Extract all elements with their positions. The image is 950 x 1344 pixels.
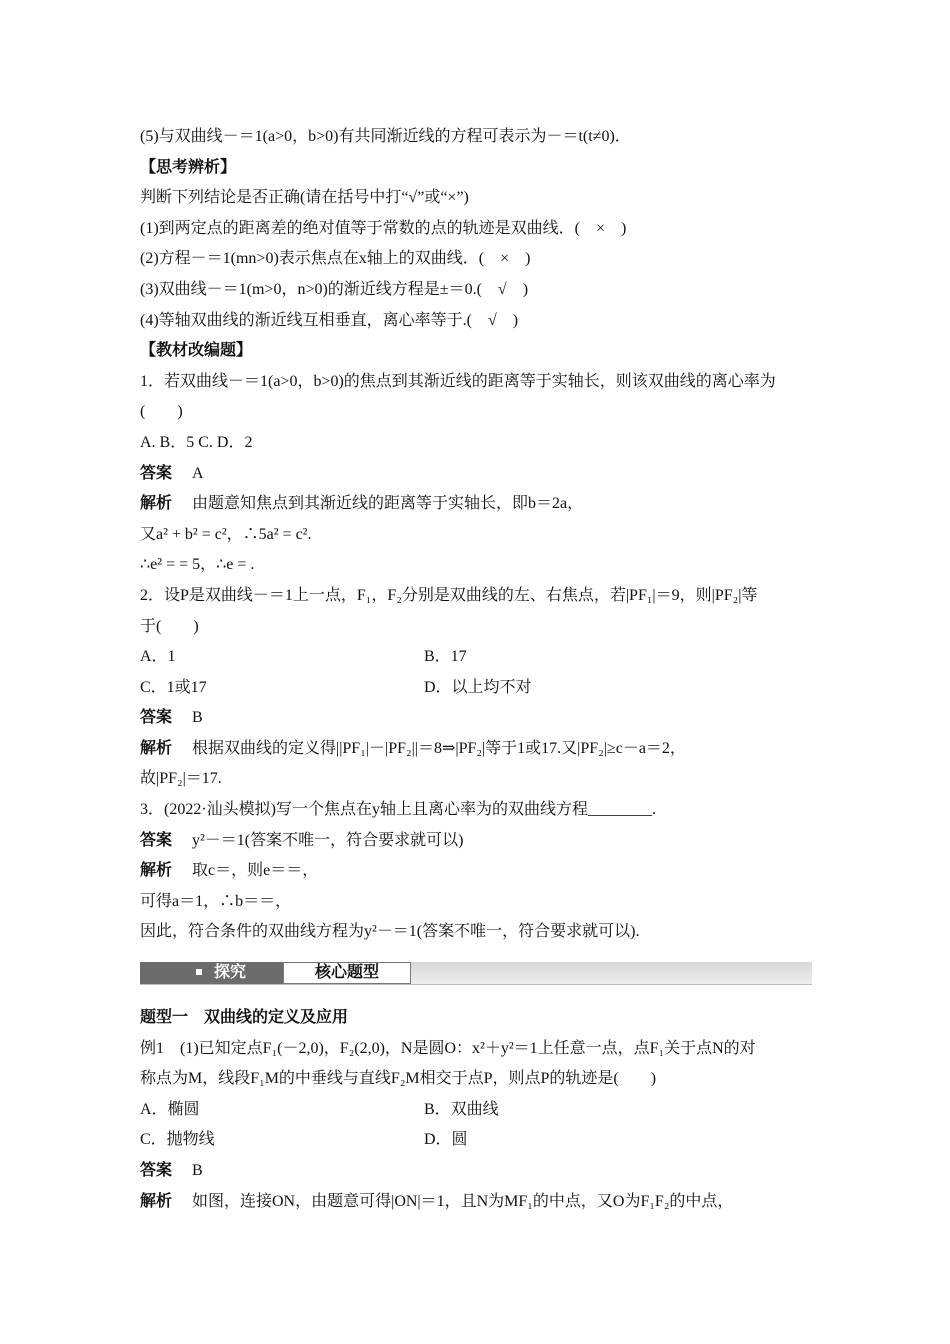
analysis-text: 取c＝，则e＝＝， [192, 862, 319, 880]
answer-line [140, 703, 812, 734]
text-line: (3)双曲线－＝1(m>0，n>0)的渐近线方程是±＝0.( √ ) [140, 280, 529, 298]
question-stem: 称点为M，线段F₁M的中垂线与直线F₂M相交于点P，则点P的轨迹是( ) [140, 1070, 657, 1088]
text-line: ( ) [140, 403, 183, 421]
text-line: (5)与双曲线－＝1(a>0，b>0)有共同渐近线的方程可表示为－＝t(t≠0)． [140, 128, 631, 145]
text-line: (4)等轴双曲线的渐近线互相垂直，离心率等于.( √ ) [140, 311, 519, 329]
banner-light-label: 核心题型 [283, 962, 411, 984]
question-stem: 2．设P是双曲线－＝1上一点，F₁，F₂分别是双曲线的左、右焦点，若|PF₁|＝9，则|PF₂|等 [140, 586, 758, 604]
analysis-text: 如图，连接ON，由题意可得|ON|＝1，且N为MF₁的中点，又O为F₁F₂的中点， [192, 1192, 734, 1210]
answer-line [140, 459, 812, 490]
options-row [140, 1095, 812, 1126]
question-stem: 于( ) [140, 617, 199, 635]
text-line: ∴e² = = 5，∴e = . [140, 556, 255, 574]
option-d: D．圆 [424, 1131, 468, 1149]
square-bullet-icon [196, 969, 202, 975]
section-heading: 【思考辨析】 [140, 158, 237, 176]
options-row [140, 1125, 812, 1156]
text-line: 1．若双曲线－＝1(a>0，b>0)的焦点到其渐近线的距离等于实轴长，则该双曲线的离心率为 [140, 372, 776, 390]
question-stem: 3．(2022·汕头模拟)写一个焦点在y轴上且离心率为的双曲线方程________. [140, 801, 656, 819]
analysis-line [140, 489, 812, 520]
option-c: C．1或17 [140, 678, 207, 696]
option-c: C．抛物线 [140, 1131, 215, 1149]
options-row [140, 673, 812, 704]
banner-dark-label: 探究 [214, 964, 247, 982]
analysis-label: 解析 [140, 1192, 173, 1210]
answer-line [140, 826, 812, 857]
answer-label: 答案 [140, 831, 173, 849]
answer-value: B [192, 709, 203, 727]
section-heading: 【教材改编题】 [140, 342, 253, 360]
text-line: 故|PF₂|＝17. [140, 770, 222, 788]
answer-label: 答案 [140, 464, 173, 482]
analysis-line [140, 856, 812, 887]
answer-value: B [192, 1162, 203, 1179]
option-b: B．17 [424, 648, 467, 666]
text-line: 可得a＝1，∴b＝＝， [140, 892, 292, 910]
text-line: 因此，符合条件的双曲线方程为y²－＝1(答案不唯一，符合要求就可以). [140, 923, 640, 941]
text-line: (1)到两定点的距离差的绝对值等于常数的点的轨迹是双曲线．( × ) [140, 219, 627, 237]
option-d: D．以上均不对 [424, 678, 532, 696]
answer-value: y²－＝1(答案不唯一，符合要求就可以) [192, 831, 464, 849]
options-row [140, 642, 812, 673]
text-line: 又a² + b² = c²，∴5a² = c². [140, 525, 312, 543]
analysis-line [140, 734, 812, 765]
question-stem: 例1 (1)已知定点F₁(－2,0)，F₂(2,0)，N是圆O：x²＋y²＝1上任意一点，点F₁关于点N的对 [140, 1039, 756, 1057]
analysis-label: 解析 [140, 739, 173, 757]
analysis-label: 解析 [140, 495, 173, 513]
answer-label: 答案 [140, 1162, 173, 1179]
text-line: (2)方程－＝1(mn>0)表示焦点在x轴上的双曲线．( × ) [140, 250, 531, 268]
banner-dark-tab [140, 962, 283, 984]
analysis-line [140, 1187, 812, 1218]
section-heading: 题型一 双曲线的定义及应用 [140, 1009, 349, 1027]
answer-value: A [192, 464, 204, 482]
answer-line [140, 1156, 812, 1187]
analysis-text: 由题意知焦点到其渐近线的距离等于实轴长，即b＝2a， [192, 495, 584, 513]
document-page [140, 122, 812, 1217]
option-a: A．椭圆 [140, 1100, 200, 1118]
text-line: 判断下列结论是否正确(请在括号中打“√”或“×”) [140, 189, 469, 207]
answer-label: 答案 [140, 709, 173, 727]
option-a: A．1 [140, 648, 176, 666]
option-b: B．双曲线 [424, 1100, 499, 1118]
analysis-label: 解析 [140, 862, 173, 880]
analysis-text: 根据双曲线的定义得||PF₁|－|PF₂||＝8⇒|PF₂|等于1或17.又|PF₂|≥c－a＝2， [192, 739, 686, 757]
section-banner [140, 962, 812, 985]
text-line: A. B．5 C. D．2 [140, 433, 253, 451]
